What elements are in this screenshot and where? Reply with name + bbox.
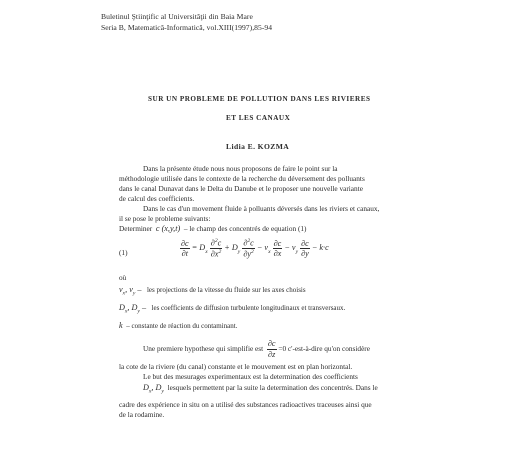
author-name: Lidia E. KOZMA — [226, 142, 290, 151]
paper-title-line2: ET LES CANAUX — [226, 114, 291, 122]
paragraph1-line3: dans le canal Dunavat dans le Delta du Danube et le proposer une nouvelle variante — [119, 184, 363, 193]
determine-lead: Determiner — [119, 224, 153, 233]
hypothesis-lead: Une premiere hypothese qui simplifie est — [143, 344, 264, 354]
paragraph2-line2: il se pose le probleme suivants: — [119, 214, 211, 223]
paragraph5-line1: cadre des expérience in situ on a utilisé des substances radioactives traceuses ainsi que — [119, 400, 372, 409]
determine-rest: – le champ des concentrés de equation (1) — [183, 224, 307, 233]
ou-label: où — [119, 273, 127, 282]
reaction-symbol: k — [119, 321, 123, 330]
paragraph2-line1: Dans le cas d'un movement fluide à polluants déversés dans les riviers et canaux, — [143, 204, 380, 213]
journal-series: Seria B, Matematică-Informatică, vol.XIII(1997),85-94 — [101, 23, 273, 32]
paragraph1-line2: méthodologie utilisée dans le contexte de la recherche du déversement des polluants — [119, 174, 365, 183]
journal-name: Buletinul Ştiinţific al Universităţii din Baia Mare — [101, 12, 253, 21]
paragraph4-line2 — [143, 383, 378, 397]
paragraph1-line4: de calcul des coefficients. — [119, 194, 195, 203]
definition-reaction — [119, 321, 237, 331]
paragraph4-line1: Le but des mesurages experimentaux est la determination des coefficients — [143, 372, 358, 381]
coefficients-symbol: $D_x$, $D_y$ — [143, 383, 164, 395]
paragraph4-line2-text: lesquels permettent par la suite la determination des concentrés. Dans le — [167, 383, 378, 392]
paragraph5-line2: de la rodamine. — [119, 410, 165, 419]
diffusion-text: les coefficients de diffusion turbulente longitudinaux et transversaux. — [151, 304, 346, 312]
hypothesis-tail: =0 c'-est-à-dire qu'on considère — [278, 344, 370, 354]
paragraph1-line1: Dans la présente étude nous nous proposons de faire le point sur la — [143, 164, 338, 173]
hypothesis-fraction: $\frac{\partial c}{\partial z}$ — [267, 339, 276, 359]
determine-function: c (x,y,t) — [155, 224, 181, 233]
equation-1: $\frac{\partial c}{\partial t}$ = $D_x$ $\frac{\partial^2c}{\partial x^2}$ + $D_y$ $\frac{\partial^2c}{\partial y^2}$ − $v_x$ $\frac{\partial c}{\partial x}$ − $v_y$ $\frac{\partial c}{\partial y}$ − k·c — [181, 238, 329, 259]
equation-number: (1) — [119, 248, 128, 257]
reaction-text: – constante de réaction du contaminant. — [126, 322, 238, 330]
paragraph3: la cote de la riviere (du canal) constante et le mouvement est en plan horizontal. — [119, 362, 353, 371]
diffusion-symbol: $D_x$, $D_y$ – — [119, 303, 147, 315]
definition-diffusion — [119, 303, 345, 317]
hypothesis-line — [143, 339, 370, 360]
paper-title-line1: SUR UN PROBLEME DE POLLUTION DANS LES RIVIERES — [148, 95, 371, 103]
velocity-text: les projections de la vitesse du fluide sur les axes choisis — [146, 286, 306, 294]
determine-line — [119, 224, 306, 234]
velocity-symbol: $v_x$, $v_y$ – — [119, 285, 142, 297]
definition-velocity — [119, 285, 306, 299]
